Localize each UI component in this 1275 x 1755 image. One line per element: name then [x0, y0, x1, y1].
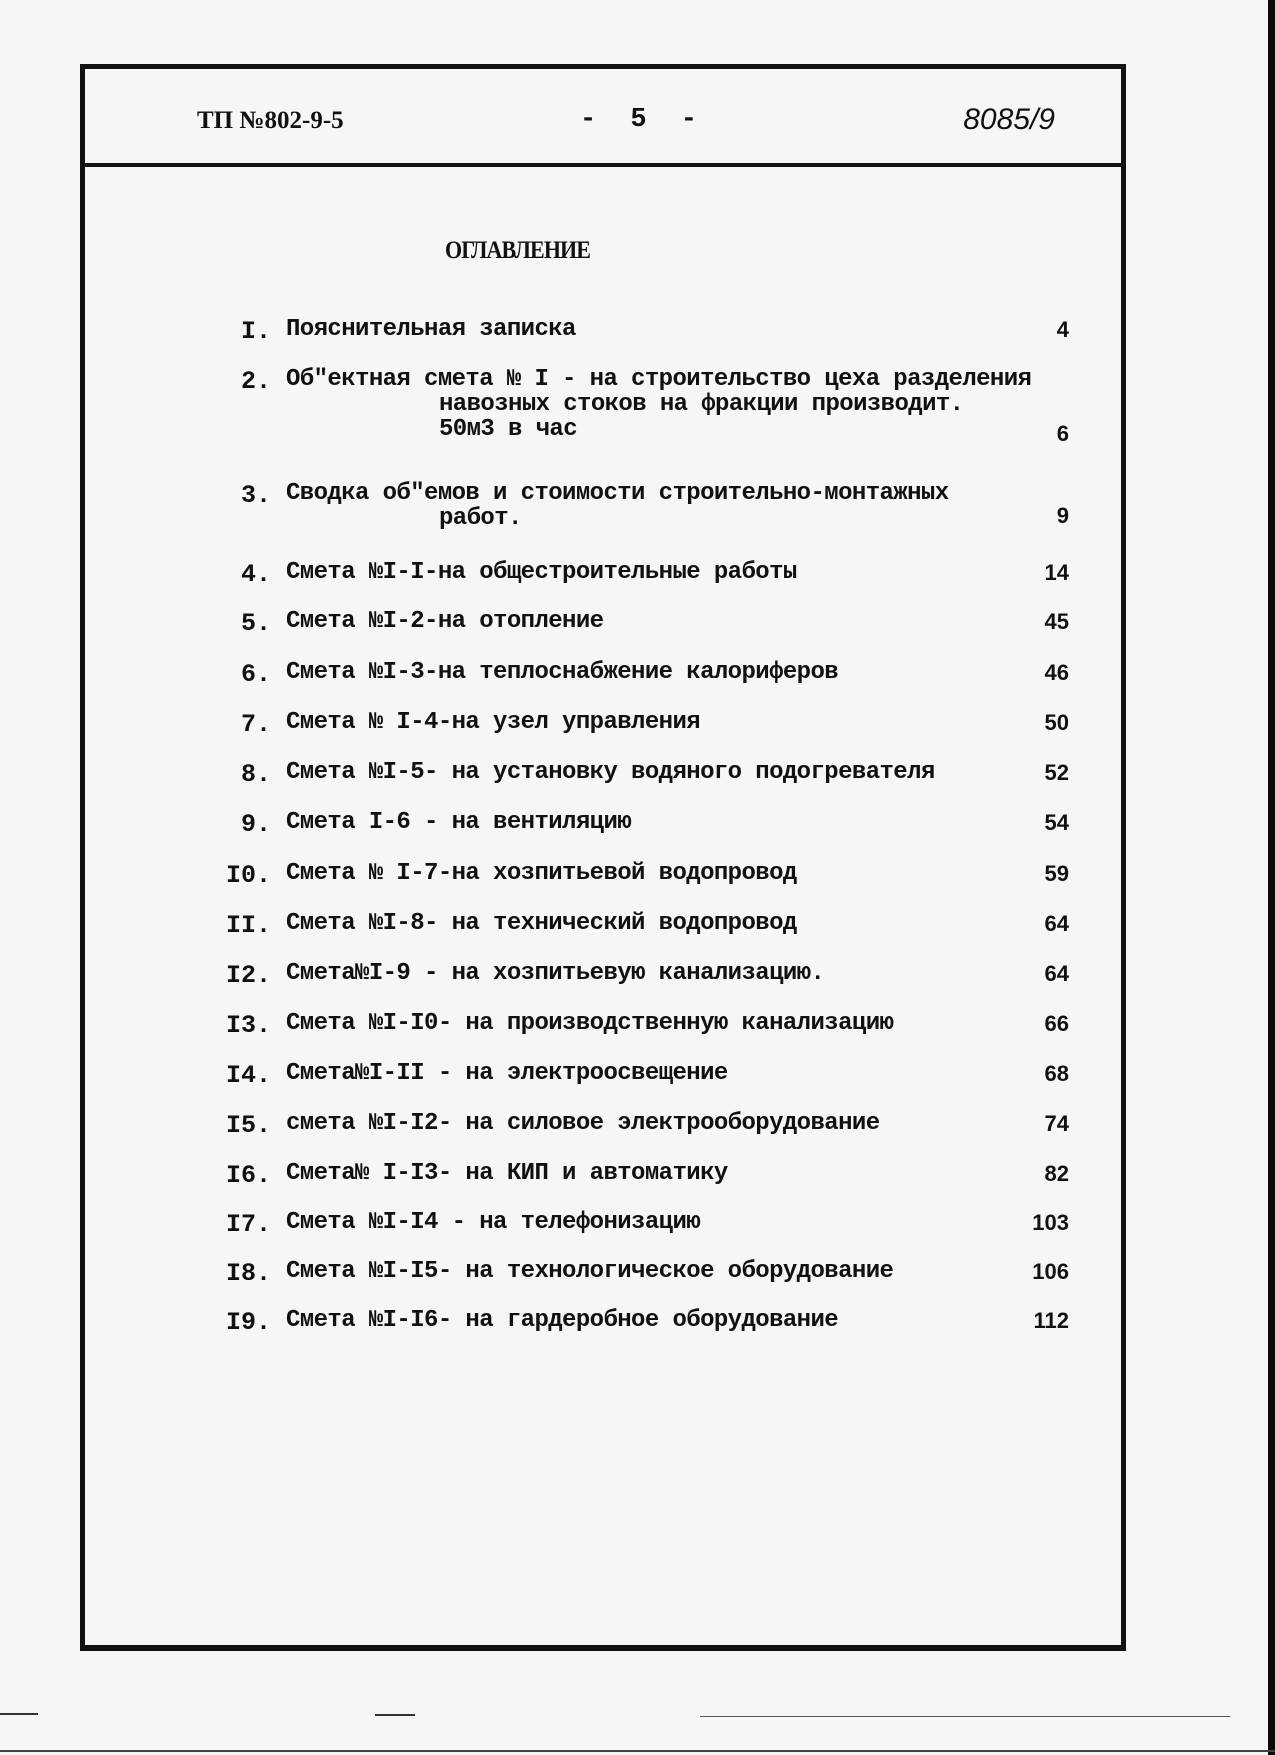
toc-entry-title-line: Смета№I-II - на электроосвещение	[286, 1060, 728, 1087]
toc-entry-number: I4.	[225, 1061, 271, 1090]
toc-entry-number: 5.	[240, 609, 271, 638]
toc-entry-title	[286, 1111, 880, 1136]
toc-entry-title	[286, 1011, 893, 1036]
scan-edge-strip	[1268, 0, 1275, 1755]
toc-entry-page: 64	[1044, 911, 1069, 936]
toc-entry-title	[286, 1210, 700, 1235]
toc-entry-title-line: Смета I-6 - на вентиляцию	[286, 809, 632, 836]
toc-entry-number: I5.	[225, 1111, 271, 1140]
page-title: ОГЛАВЛЕНИЕ	[445, 237, 591, 264]
toc-entry-title-line: Смета №I-I5- на технологическое оборудование	[286, 1258, 894, 1285]
document-frame	[80, 64, 1126, 1651]
toc-entry-number: 9.	[240, 810, 271, 839]
toc-entry-title-line: навозных стоков на фракции производит.	[439, 391, 964, 418]
toc-entry-title-line: Смета №I-I0- на производственную канализацию	[286, 1010, 894, 1037]
toc-entry-title	[286, 481, 949, 531]
toc-entry-title-line: 50м3 в час	[439, 416, 578, 443]
toc-entry-page: 68	[1044, 1061, 1069, 1086]
toc-entry-number: II.	[225, 911, 271, 940]
toc-entry-number: 4.	[240, 560, 271, 589]
toc-entry-title	[286, 760, 935, 785]
toc-entry-page: 112	[1033, 1308, 1069, 1333]
toc-entry-title-line: Смета№I-9 - на хозпитьевую канализацию.	[286, 960, 825, 987]
toc-entry-title	[286, 660, 838, 685]
toc-entry-number: I7.	[225, 1210, 271, 1239]
toc-entry-page: 103	[1032, 1210, 1069, 1235]
document-number: 8085/9	[963, 103, 1055, 136]
toc-entry-title	[286, 810, 631, 835]
toc-entry-number: I0.	[225, 861, 271, 890]
toc-entry-title	[286, 911, 797, 936]
toc-entry-title-line: Пояснительная записка	[286, 316, 576, 343]
toc-entry-number: 3.	[240, 481, 271, 510]
toc-entry-page: 14	[1044, 560, 1069, 585]
toc-entry-title-line: смета №I-I2- на силовое электрооборудование	[286, 1110, 880, 1137]
toc-entry-number: 8.	[240, 760, 271, 789]
toc-entry-page: 52	[1044, 760, 1069, 785]
page-number: - 5 -	[580, 105, 698, 135]
toc-entry-title	[286, 367, 1031, 442]
toc-entry-number: I3.	[225, 1011, 271, 1040]
toc-entry-page: 50	[1044, 710, 1069, 735]
toc-entry-title	[286, 1308, 838, 1333]
toc-entry-number: I2.	[225, 961, 271, 990]
toc-entry-title	[286, 710, 700, 735]
toc-entry-page: 74	[1044, 1111, 1069, 1136]
toc-entry-number: 7.	[240, 710, 271, 739]
table-of-contents	[85, 69, 1121, 1645]
toc-entry-title	[286, 1061, 728, 1086]
toc-entry-title-line: работ.	[439, 505, 522, 532]
toc-entry-number: 6.	[240, 660, 271, 689]
toc-entry-title	[286, 609, 603, 634]
toc-entry-page: 59	[1044, 861, 1069, 886]
toc-entry-title-line: Сводка об"емов и стоимости строительно-монтажных	[286, 480, 949, 507]
toc-entry-number: I.	[240, 317, 271, 346]
toc-entry-page: 6	[1056, 421, 1069, 446]
scan-artifact-line	[0, 1713, 38, 1715]
toc-entry-title	[286, 961, 824, 986]
toc-entry-title	[286, 560, 797, 585]
toc-entry-page: 106	[1032, 1259, 1069, 1284]
project-code: ТП №802-9-5	[197, 107, 344, 134]
toc-entry-page: 46	[1044, 660, 1069, 685]
toc-entry-page: 4	[1056, 317, 1069, 342]
toc-entry-title-line: Смета №I-I-на общестроительные работы	[286, 559, 797, 586]
toc-entry-title-line: Смета№ I-I3- на КИП и автоматику	[286, 1160, 728, 1187]
toc-entry-title-line: Смета №I-5- на установку водяного подогревателя	[286, 759, 935, 786]
toc-entry-title-line: Смета №I-I6- на гардеробное оборудование	[286, 1307, 839, 1334]
scan-artifact-line	[0, 1750, 1275, 1752]
toc-entry-title	[286, 861, 797, 886]
toc-entry-number: 2.	[240, 367, 271, 396]
toc-entry-title-line: Смета №I-3-на теплоснабжение калориферов	[286, 659, 839, 686]
scan-artifact-line	[375, 1714, 415, 1716]
toc-entry-title-line: Об"ектная смета № I - на строительство цеха разделения	[286, 366, 1032, 393]
toc-entry-title-line: Смета № I-4-на узел управления	[286, 709, 701, 736]
toc-entry-number: I9.	[225, 1308, 271, 1337]
toc-entry-page: 66	[1044, 1011, 1069, 1036]
toc-entry-title-line: Смета № I-7-на хозпитьевой водопровод	[286, 860, 797, 887]
toc-entry-title-line: Смета №I-I4 - на телефонизацию	[286, 1209, 701, 1236]
toc-entry-number: I6.	[225, 1161, 271, 1190]
toc-entry-title	[286, 1161, 728, 1186]
toc-entry-page: 82	[1044, 1161, 1069, 1186]
toc-entry-page: 54	[1044, 810, 1069, 835]
toc-entry-title-line: Смета №I-2-на отопление	[286, 608, 604, 635]
toc-entry-title	[286, 1259, 893, 1284]
toc-entry-page: 9	[1056, 503, 1069, 528]
toc-entry-page: 64	[1044, 961, 1069, 986]
toc-entry-page: 45	[1044, 609, 1069, 634]
toc-entry-title-line: Смета №I-8- на технический водопровод	[286, 910, 797, 937]
toc-entry-title	[286, 317, 576, 342]
scan-artifact-line	[700, 1716, 1230, 1717]
toc-entry-number: I8.	[225, 1259, 271, 1288]
